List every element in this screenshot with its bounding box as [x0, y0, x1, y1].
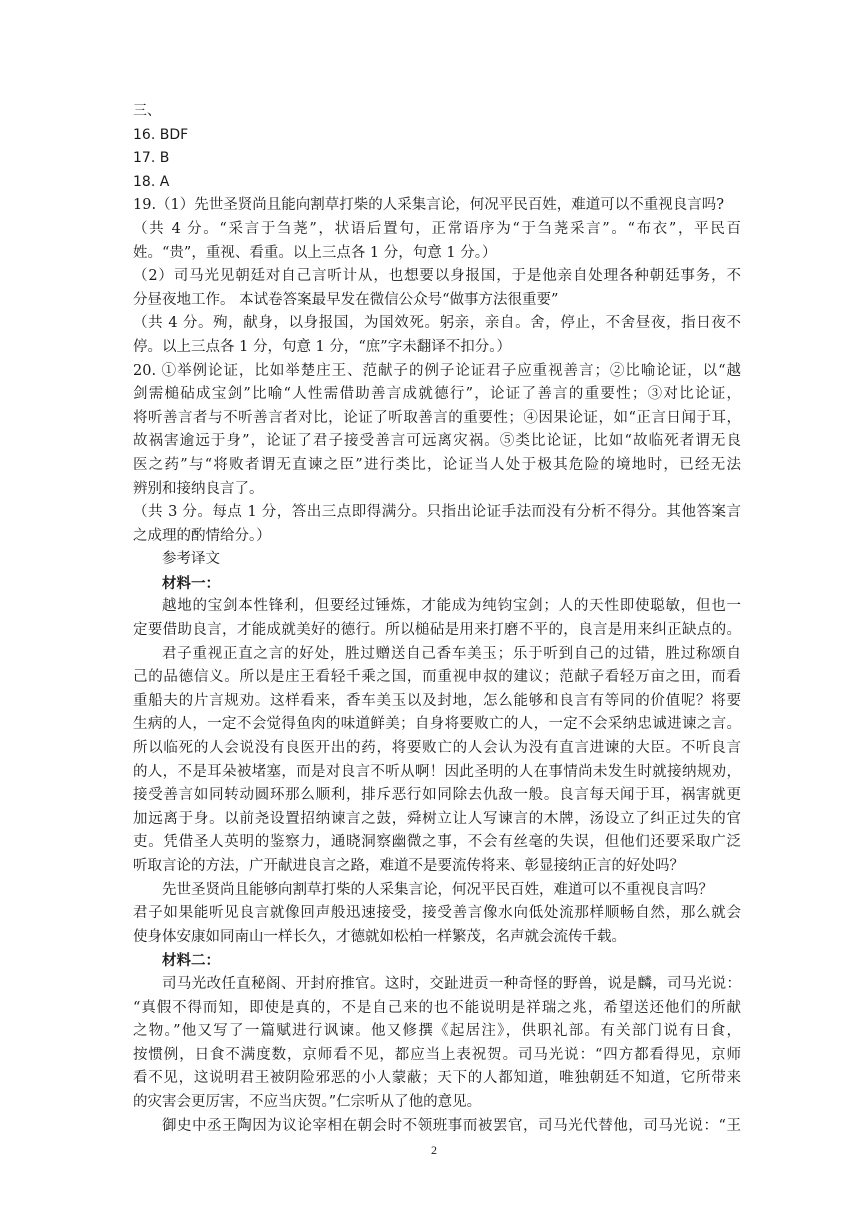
translation-line: 君子重视正直之言的好处，胜过赠送自己香车美玉；乐于听到自己的过错，胜过称颂自: [162, 645, 741, 662]
translation-line: 生病的人，一定不会觉得鱼肉的味道鲜美；自身将要败亡的人，一定不会采纳忠诚进谏之言。: [133, 716, 741, 733]
answer-19-line: 分昼夜地工作。 本试卷答案最早发在微信公众号“做事方法很重要”: [133, 291, 559, 308]
translation-line: 的人，不是耳朵被堵塞，而是对良言不听从啊！因此圣明的人在事情尚未发生时就接纳规劝，: [133, 763, 741, 780]
translation-line: 加远离于身。以前尧设置招纳谏言之鼓，舜树立让人写谏言的木牌，汤设立了纠正过失的官: [133, 810, 741, 827]
answer-page: [133, 100, 741, 1138]
answer-16: 16. BDF: [133, 126, 189, 143]
translation-line: 先世圣贤尚且能够向割草打柴的人采集言论，何况平民百姓，难道可以不重视良言吗？: [162, 881, 713, 898]
translation-line: 己的品德信义。所以是庄王看轻千乘之国，而重视申叔的建议；范献子看轻万亩之田，而看: [133, 669, 741, 686]
translation-line: 使身体安康如同南山一样长久，才德就如松柏一样繁茂，名声就会流传千载。: [133, 928, 626, 945]
answer-20-line: 将听善言者与不听善言者对比，论证了听取善言的重要性；④因果论证，如“正言日闻于耳，: [133, 409, 741, 426]
translation-line: 御史中丞王陶因为议论宰相在朝会时不领班事而被罢官，司马光代替他，司马光说：“王: [162, 1117, 741, 1134]
answer-19-line: （共 4 分。“采言于刍荛”，状语后置句，正常语序为“于刍荛采言”。“布衣”，平民百: [133, 220, 741, 237]
material-2-heading: 材料二：: [162, 952, 220, 970]
answer-19-line: 19.（1）先世圣贤尚且能向割草打柴的人采集言论，何况平民百姓，难道可以不重视良言吗?: [133, 197, 725, 214]
translation-line: 所以临死的人会说没有良医开出的药，将要败亡的人会认为没有直言进谏的大臣。不听良言: [133, 740, 741, 757]
material-1-heading: 材料一：: [162, 574, 220, 592]
answer-19-line: 姓。“贵”，重视、看重。以上三点各 1 分，句意 1 分。）: [133, 244, 497, 261]
translation-line: 听取言论的方法，广开献进良言之路，难道不是要流传将来、彰显接纳正言的好处吗？: [133, 858, 684, 874]
translation-line: 按惯例，日食不满度数，京师看不见，都应当上表祝贺。司马光说：“四方都看得见，京师: [133, 1046, 741, 1063]
translation-line: 司马光改任直秘阁、开封府推官。这时，交趾进贡一种奇怪的野兽，说是麟，司马光说：: [162, 975, 741, 992]
answer-19-line: 停。以上三点各 1 分，句意 1 分，“庶”字未翻译不扣分。）: [133, 338, 511, 355]
translation-line: 之物。”他又写了一篇赋进行讽谏。他又修撰《起居注》，供职礼部。有关部门说有日食，: [133, 1023, 741, 1040]
translation-line: 的灾害会更厉害，不应当庆贺。”仁宗听从了他的意见。: [133, 1093, 482, 1110]
page-number: 2: [431, 1143, 437, 1157]
answer-17: 17. B: [133, 150, 170, 167]
answer-20-line: 辨别和接纳良言了。: [133, 480, 264, 497]
translation-line: 重船夫的片言规劝。这样看来，香车美玉以及封地，怎么能够和良言有等同的价值呢？将要: [133, 692, 741, 709]
answer-19-line: （共 4 分。殉，献身，以身报国，为国效死。躬亲，亲自。舍，停止，不舍昼夜，指日夜不: [133, 315, 741, 332]
section-heading: 三、: [133, 103, 161, 119]
answer-20-line: 医之药”与“将败者谓无直谏之臣”进行类比，论证当人处于极其危险的境地时，已经无法: [133, 456, 741, 473]
answer-20-line: （共 3 分。每点 1 分，答出三点即得满分。只指出论证手法而没有分析不得分。其他答案言: [133, 504, 741, 521]
translation-line: 君子如果能听见良言就像回声般迅速接受，接受善言像水向低处流那样顺畅自然，那么就会: [133, 905, 741, 922]
translation-line: 吏。凭借圣人英明的鉴察力，通晓洞察幽微之事，不会有丝毫的失误，但他们还要采取广泛: [133, 834, 741, 851]
answer-20-line: 故祸害逾远于身”，论证了君子接受善言可远离灾祸。⑤类比论证，比如“故临死者谓无良: [133, 433, 741, 450]
translation-line: “真假不得而知，即使是真的，不是自己来的也不能说明是祥瑞之兆，希望送还他们的所献: [133, 999, 741, 1016]
answer-20-line: 之成理的酌情给分。）: [133, 527, 271, 544]
answer-20-line: 20. ①举例论证，比如举楚庄王、范献子的例子论证君子应重视善言；②比喻论证，以“越: [133, 362, 741, 379]
translation-heading: 参考译文: [162, 551, 220, 568]
answer-19-line: （2）司马光见朝廷对自己言听计从，也想要以身报国，于是他亲自处理各种朝廷事务，不: [133, 268, 741, 285]
translation-line: 越地的宝剑本性锋利，但要经过锤炼，才能成为纯钧宝剑；人的天性即使聪敏，但也一: [162, 598, 741, 615]
translation-line: 定要借助良言，才能成就美好的德行。所以槌砧是用来打磨不平的，良言是用来纠正缺点的。: [133, 622, 741, 639]
answer-18: 18. A: [133, 173, 170, 190]
translation-line: 接受善言如同转动圆环那么顺利，排斥恶行如同除去仇敌一般。良言每天闻于耳，祸害就更: [133, 787, 741, 804]
translation-line: 看不见，这说明君王被阴险邪恶的小人蒙蔽；天下的人都知道，唯独朝廷不知道，它所带来: [133, 1070, 741, 1087]
answer-20-line: 剑需槌砧成宝剑”比喻“人性需借助善言成就德行”，论证了善言的重要性；③对比论证，: [133, 386, 741, 403]
